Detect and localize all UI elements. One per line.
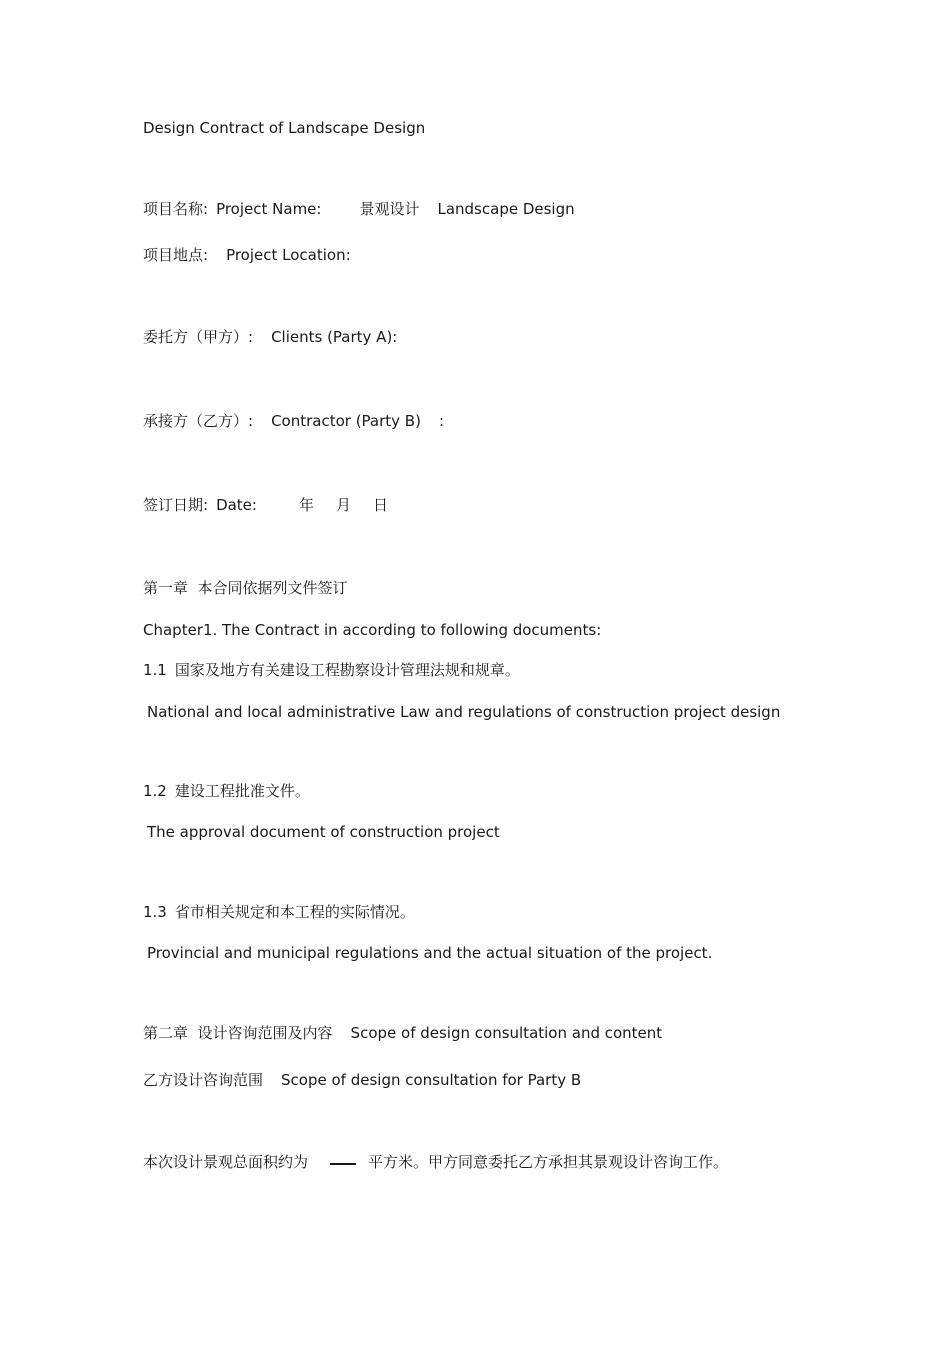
- project-location-line: [143, 245, 351, 265]
- clause-1-2-cn: [143, 781, 310, 801]
- clause-number: 1.2: [143, 782, 167, 800]
- date-month: 月: [335, 496, 351, 514]
- chapter1-title-en-text: Chapter1. The Contract in according to following documents:: [143, 621, 602, 639]
- project-name-line: [143, 199, 575, 219]
- date-day: 日: [373, 496, 389, 514]
- party-a-line: [143, 327, 397, 347]
- clause-text-en: Provincial and municipal regulations and the actual situation of the project.: [147, 944, 713, 962]
- chapter2-title-cn: 第二章 设计咨询范围及内容: [143, 1024, 333, 1042]
- chapter2-title-en: Scope of design consultation and content: [350, 1024, 663, 1042]
- chapter2-scope-line: [143, 1070, 581, 1090]
- party-b-label-en: Contractor (Party B): [271, 412, 421, 430]
- party-b-label-cn: 承接方（乙方）:: [143, 412, 254, 430]
- area-text-after: 平方米。甲方同意委托乙方承担其景观设计咨询工作。: [368, 1153, 729, 1171]
- project-name-label-cn: 项目名称:: [143, 200, 209, 218]
- clause-1-3-en: [143, 943, 712, 963]
- signing-date-line: [143, 495, 388, 515]
- clause-number: 1.1: [143, 661, 167, 679]
- scope-label-en: Scope of design consultation for Party B: [281, 1071, 582, 1089]
- clause-text-cn: 建设工程批准文件。: [174, 782, 310, 800]
- party-b-colon: :: [438, 412, 445, 430]
- clause-text-cn: 国家及地方有关建设工程勘察设计管理法规和规章。: [174, 661, 520, 679]
- project-name-label-en: Project Name:: [216, 200, 322, 218]
- project-name-value-en: Landscape Design: [437, 200, 575, 218]
- clause-1-1-en: [143, 702, 780, 722]
- clause-1-2-en: [143, 822, 500, 842]
- project-location-label-en: Project Location:: [226, 246, 351, 264]
- clause-text-cn: 省市相关规定和本工程的实际情况。: [174, 903, 415, 921]
- date-year: 年: [298, 496, 314, 514]
- signing-date-label-en: Date:: [216, 496, 257, 514]
- project-name-value-cn: 景观设计: [359, 200, 420, 218]
- area-text-before: 本次设计景观总面积约为: [143, 1153, 309, 1171]
- clause-number: 1.3: [143, 903, 167, 921]
- party-a-label-en: Clients (Party A):: [271, 328, 398, 346]
- chapter1-title-cn-text: 第一章 本合同依据列文件签订: [143, 579, 348, 597]
- clause-text-en: National and local administrative Law and regulations of construction project design: [147, 703, 781, 721]
- chapter1-title-cn: [143, 578, 348, 598]
- area-blank-field: [330, 1163, 356, 1165]
- signing-date-label-cn: 签订日期:: [143, 496, 209, 514]
- document-title: [143, 118, 425, 138]
- chapter2-title: [143, 1023, 662, 1043]
- title-text: Design Contract of Landscape Design: [143, 119, 426, 137]
- party-b-line: [143, 411, 444, 431]
- chapter1-title-en: [143, 620, 601, 640]
- clause-1-1-cn: [143, 660, 520, 680]
- area-line: [143, 1152, 728, 1172]
- party-a-label-cn: 委托方（甲方）:: [143, 328, 254, 346]
- clause-1-3-cn: [143, 902, 415, 922]
- project-location-label-cn: 项目地点:: [143, 246, 209, 264]
- clause-text-en: The approval document of construction project: [147, 823, 500, 841]
- scope-label-cn: 乙方设计咨询范围: [143, 1071, 264, 1089]
